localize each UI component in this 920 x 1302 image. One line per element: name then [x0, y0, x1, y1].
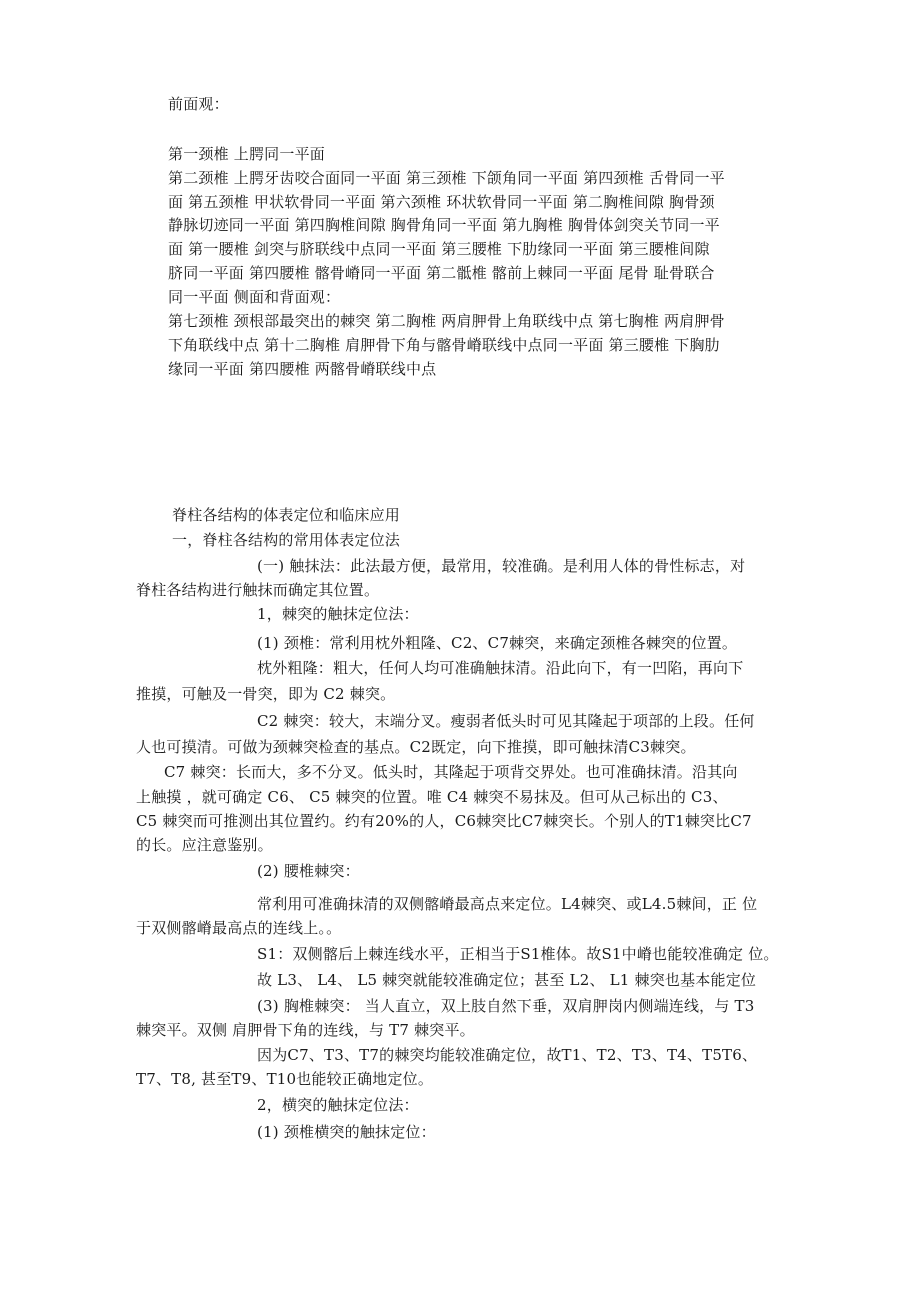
front-view-line: 面 第一腰椎 剑突与脐联线中点同一平面 第三腰椎 下肋缘同一平面 第三腰椎间隙	[168, 240, 710, 258]
front-view-line: 第一颈椎 上腭同一平面	[168, 145, 325, 163]
body-line: 的长。应注意鉴别。	[136, 836, 273, 854]
body-line: 棘突平。双侧 肩胛骨下角的连线，与 T7 棘突平。	[136, 1021, 475, 1039]
front-view-line: 面 第五颈椎 甲状软骨同一平面 第六颈椎 环状软骨同一平面 第二胸椎间隙 胸骨颈	[168, 193, 715, 211]
front-view-line: 第七颈椎 颈根部最突出的棘突 第二胸椎 两肩胛骨上角联线中点 第七胸椎 两肩胛骨	[168, 312, 725, 330]
front-view-line: 第二颈椎 上腭牙齿咬合面同一平面 第三颈椎 下颌角同一平面 第四颈椎 舌骨同一平	[168, 169, 725, 187]
body-line: (1) 颈椎横突的触抹定位：	[257, 1123, 436, 1141]
front-view-line: 缘同一平面 第四腰椎 两髂骨嵴联线中点	[168, 360, 437, 378]
front-view-line: 下角联线中点 第十二胸椎 肩胛骨下角与髂骨嵴联线中点同一平面 第三腰椎 下胸肋	[168, 336, 720, 354]
body-line: 上触摸 ，就可确定 C6、 C5 棘突的位置。唯 C4 棘突不易抹及。但可从己标出的 C3、	[136, 788, 728, 806]
body-line: 1，棘突的触抹定位法：	[257, 605, 419, 623]
body-line: C5 棘突而可推测出其位置约。约有20%的人，C6棘突比C7棘突长。个别人的T1棘突比C7	[136, 812, 752, 830]
body-line: 常利用可准确抹清的双侧髂嵴最高点来定位。L4棘突、或L4.5棘间，正 位	[257, 895, 758, 913]
front-view-heading: 前面观：	[168, 95, 229, 113]
body-line: (1) 颈椎：常利用枕外粗隆、C2、C7棘突，来确定颈椎各棘突的位置。	[257, 634, 738, 652]
body-line: 因为C7、T3、T7的棘突均能较准确定位，故T1、T2、T3、T4、T5T6、	[257, 1046, 758, 1064]
body-line: 人也可摸清。可做为颈棘突检查的基点。C2既定，向下推摸，即可触抹清C3棘突。	[136, 738, 696, 756]
body-line: S1：双侧髂后上棘连线水平，正相当于S1椎体。故S1中嵴也能较准确定 位。	[257, 945, 779, 963]
front-view-line: 脐同一平面 第四腰椎 髂骨嵴同一平面 第二骶椎 髂前上棘同一平面 尾骨 耻骨联合	[168, 264, 715, 282]
body-line: (3) 胸椎棘突： 当人直立，双上肢自然下垂，双肩胛岗内侧端连线，与 T3	[257, 997, 755, 1015]
body-line: 2，横突的触抹定位法：	[257, 1096, 419, 1114]
subsection-title: 一，脊柱各结构的常用体表定位法	[172, 531, 401, 549]
body-line: 故 L3、 L4、 L5 棘突就能较准确定位；甚至 L2、 L1 棘突也基本能定位	[257, 971, 757, 989]
body-line: C7 棘突：长而大，多不分叉。低头时，其隆起于项背交界处。也可准确抹清。沿其向	[164, 763, 738, 781]
body-line: 推摸，可触及一骨突，即为 C2 棘突。	[136, 685, 396, 703]
body-line: (一) 触抹法：此法最方便，最常用，较准确。是利用人体的骨性标志，对	[257, 557, 746, 575]
body-line: 枕外粗隆：粗大，任何人均可准确触抹清。沿此向下，有一凹陷，再向下	[257, 659, 744, 677]
body-line: (2) 腰椎棘突：	[257, 862, 360, 880]
body-line: 脊柱各结构进行触抹而确定其位置。	[136, 581, 380, 599]
front-view-line: 静脉切迹同一平面 第四胸椎间隙 胸骨角同一平面 第九胸椎 胸骨体剑突关节同一平	[168, 216, 720, 234]
front-view-line: 同一平面 侧面和背面观：	[168, 288, 341, 306]
body-line: C2 棘突：较大，末端分叉。瘦弱者低头时可见其隆起于项部的上段。任何	[257, 712, 755, 730]
section-title: 脊柱各结构的体表定位和临床应用	[172, 506, 401, 524]
body-line: 于双侧髂嵴最高点的连线上。。	[136, 919, 342, 937]
body-line: T7、T8, 甚至T9、T10也能较正确地定位。	[136, 1070, 434, 1088]
